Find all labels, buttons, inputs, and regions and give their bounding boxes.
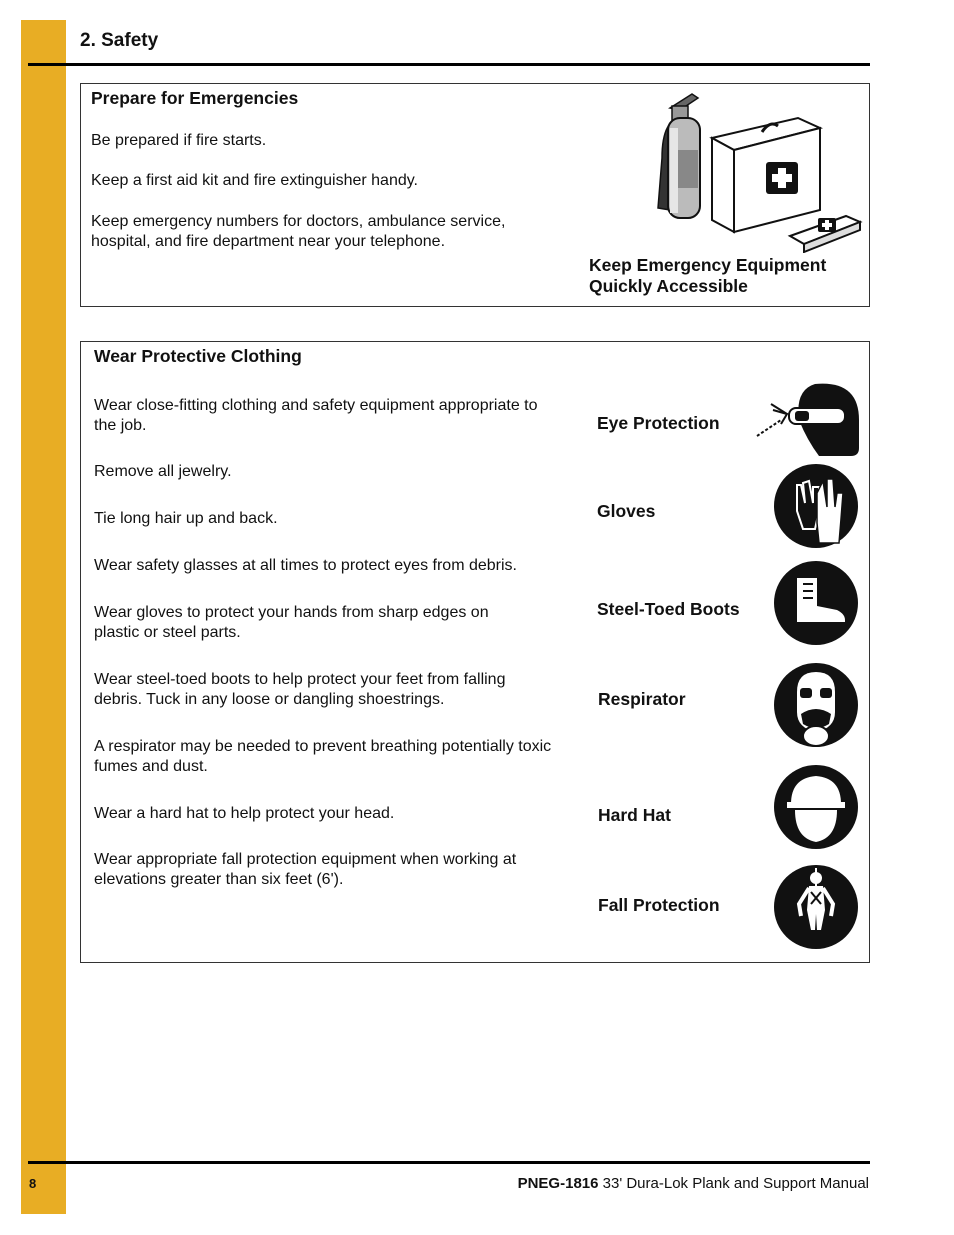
- ppe-label-hard-hat: Hard Hat: [598, 805, 671, 825]
- clothing-paragraph: Wear gloves to protect your hands from sharp edges on plastic or steel parts.: [94, 604, 489, 641]
- protective-clothing-heading: Wear Protective Clothing: [94, 346, 302, 366]
- clothing-paragraph: Tie long hair up and back.: [94, 510, 278, 527]
- footer-doc-info: [518, 1175, 869, 1192]
- footer-doc-title: 33' Dura-Lok Plank and Support Manual: [598, 1175, 869, 1192]
- clothing-paragraph: Wear safety glasses at all times to protect eyes from debris.: [94, 557, 517, 574]
- clothing-paragraph: Wear a hard hat to help protect your head.: [94, 805, 395, 822]
- clothing-paragraph: Wear close-fitting clothing and safety equipment appropriate to the job.: [94, 397, 538, 434]
- ppe-label-gloves: Gloves: [597, 501, 656, 521]
- header-rule: [28, 63, 870, 66]
- emergency-caption-line1: Keep Emergency Equipment: [589, 255, 827, 275]
- respirator-icon: [773, 662, 859, 748]
- clothing-paragraph: Remove all jewelry.: [94, 463, 232, 480]
- ppe-label-respirator: Respirator: [598, 689, 686, 709]
- ppe-label-eye-protection: Eye Protection: [597, 413, 720, 433]
- emergencies-paragraph: Be prepared if fire starts.: [91, 132, 267, 149]
- emergencies-heading: Prepare for Emergencies: [91, 88, 299, 108]
- fire-extinguisher-icon: [658, 94, 700, 218]
- emergency-equipment-illustration: [650, 88, 865, 253]
- fall-protection-icon: [773, 864, 859, 950]
- eye-protection-icon: [755, 380, 861, 460]
- hard-hat-icon: [773, 764, 859, 850]
- emergencies-paragraph: Keep a first aid kit and fire extinguisher handy.: [91, 172, 418, 189]
- ppe-label-steel-toed-boots: Steel-Toed Boots: [597, 599, 740, 619]
- gloves-icon: [773, 463, 859, 549]
- emergency-caption-line2: Quickly Accessible: [589, 276, 748, 296]
- page-number: 8: [29, 1176, 37, 1191]
- clothing-paragraph: Wear steel-toed boots to help protect your feet from falling debris. Tuck in any loose or dangling shoestrings.: [94, 671, 506, 708]
- emergencies-paragraph: Keep emergency numbers for doctors, ambulance service, hospital, and fire department near your telephone.: [91, 213, 506, 250]
- first-aid-kit-icon: [712, 118, 860, 252]
- ppe-label-fall-protection: Fall Protection: [598, 895, 720, 915]
- clothing-paragraph: A respirator may be needed to prevent breathing potentially toxic fumes and dust.: [94, 738, 552, 775]
- footer-doc-code: PNEG-1816: [517, 1175, 599, 1192]
- section-title: 2. Safety: [80, 30, 159, 51]
- footer-rule: [28, 1161, 870, 1164]
- clothing-paragraph: Wear appropriate fall protection equipment when working at elevations greater than six feet (6').: [94, 851, 517, 888]
- page-sidebar-tab: [21, 20, 66, 1214]
- steel-toed-boots-icon: [773, 560, 859, 646]
